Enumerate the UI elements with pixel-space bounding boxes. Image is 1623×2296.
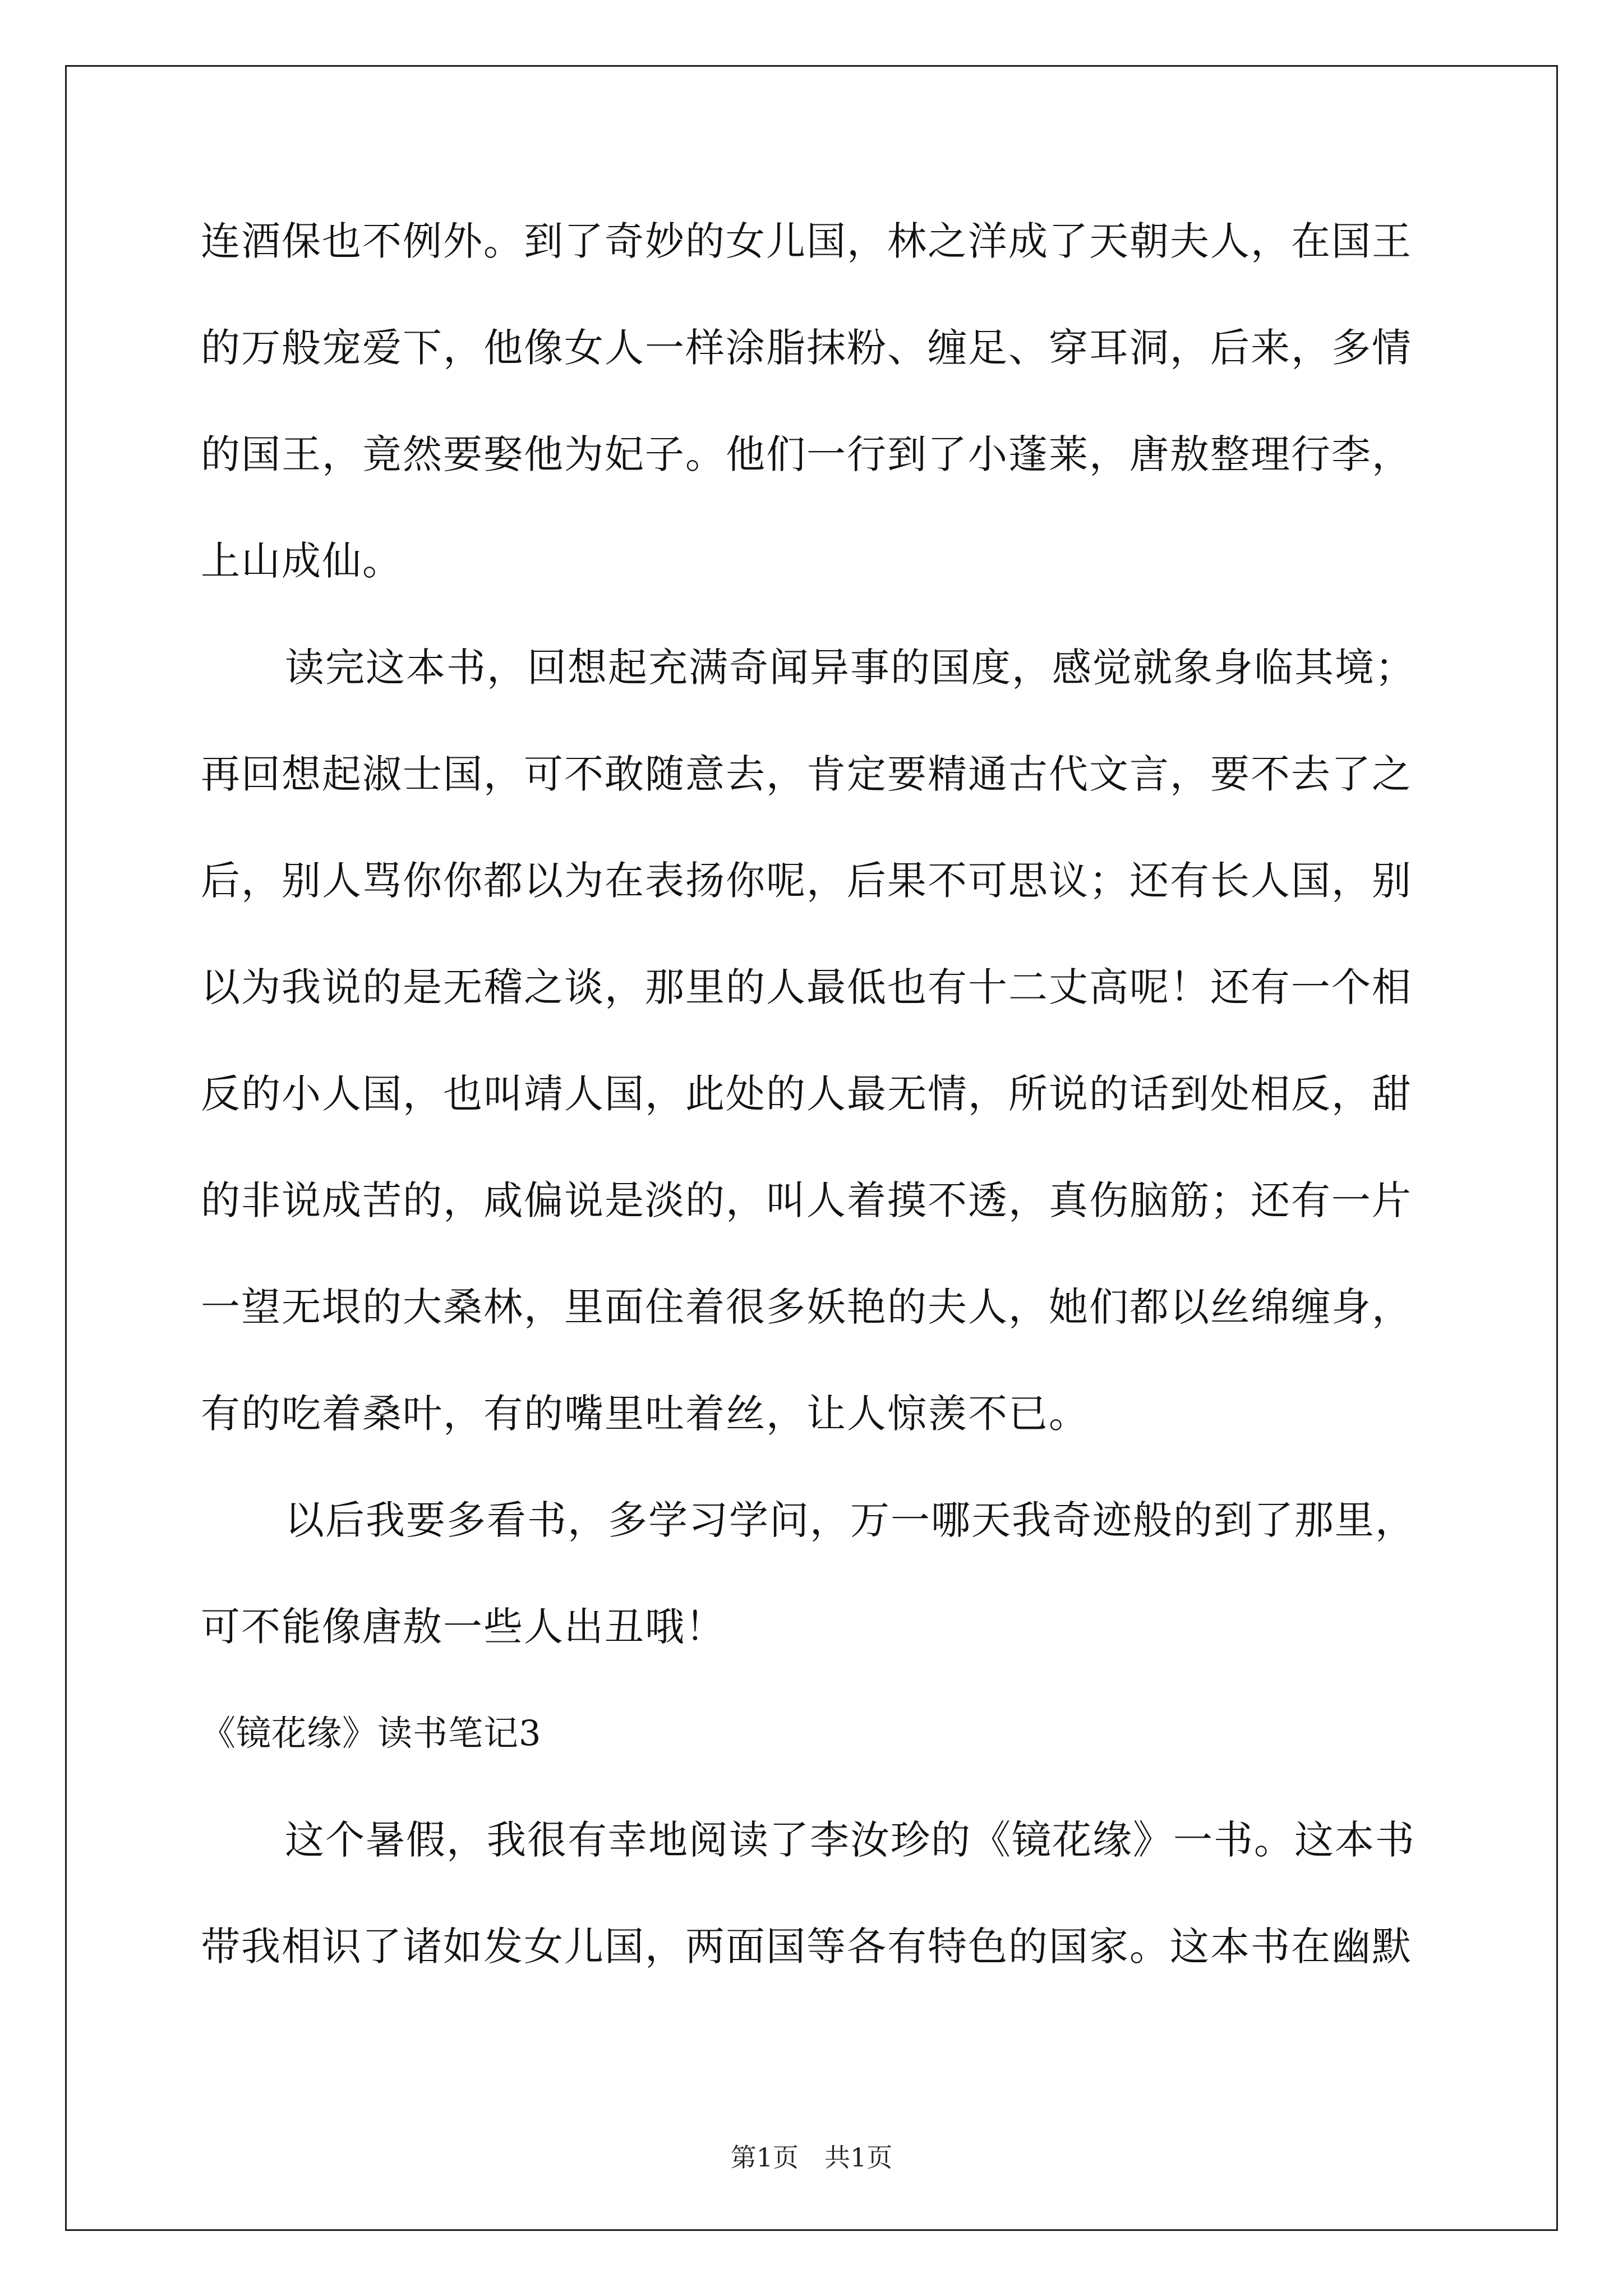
text-line: 反的小人国，也叫靖人国，此处的人最无情，所说的话到处相反，甜 — [201, 1071, 1412, 1117]
text-line: 的国王，竟然要娶他为妃子。他们一行到了小蓬莱，唐敖整理行李， — [201, 431, 1412, 477]
page-border — [65, 65, 1558, 2231]
text-line: 有的吃着桑叶，有的嘴里吐着丝，让人惊羡不已。 — [201, 1391, 1089, 1437]
page-footer: 第1页 共1页 — [730, 2142, 893, 2173]
text-line: 再回想起淑士国，可不敢随意去，肯定要精通古代文言，要不去了之 — [201, 751, 1412, 797]
paragraph-start-line: 读完这本书，回想起充满奇闻异事的国度，感觉就象身临其境； — [285, 645, 1415, 691]
section-heading: 《镜花缘》读书笔记3 — [201, 1713, 542, 1754]
text-line: 带我相识了诸如发女儿国，两面国等各有特色的国家。这本书在幽默 — [201, 1924, 1412, 1970]
text-line: 后，别人骂你你都以为在表扬你呢，后果不可思议；还有长人国，别 — [201, 858, 1412, 904]
text-line: 一望无垠的大桑林，里面住着很多妖艳的夫人，她们都以丝绵缠身， — [201, 1284, 1412, 1330]
paragraph-start-line: 以后我要多看书，多学习学问，万一哪天我奇迹般的到了那里， — [285, 1497, 1415, 1543]
text-line: 上山成仙。 — [201, 538, 403, 584]
text-line: 连酒保也不例外。到了奇妙的女儿国，林之洋成了天朝夫人，在国王 — [201, 218, 1412, 264]
text-line: 以为我说的是无稽之谈，那里的人最低也有十二丈高呢！还有一个相 — [201, 964, 1412, 1010]
text-line: 的非说成苦的，咸偏说是淡的，叫人着摸不透，真伤脑筋；还有一片 — [201, 1177, 1412, 1223]
paragraph-start-line: 这个暑假，我很有幸地阅读了李汝珍的《镜花缘》一书。这本书 — [285, 1817, 1415, 1863]
text-line: 可不能像唐敖一些人出丑哦！ — [201, 1604, 726, 1650]
text-line: 的万般宠爱下，他像女人一样涂脂抹粉、缠足、穿耳洞，后来，多情 — [201, 325, 1412, 371]
